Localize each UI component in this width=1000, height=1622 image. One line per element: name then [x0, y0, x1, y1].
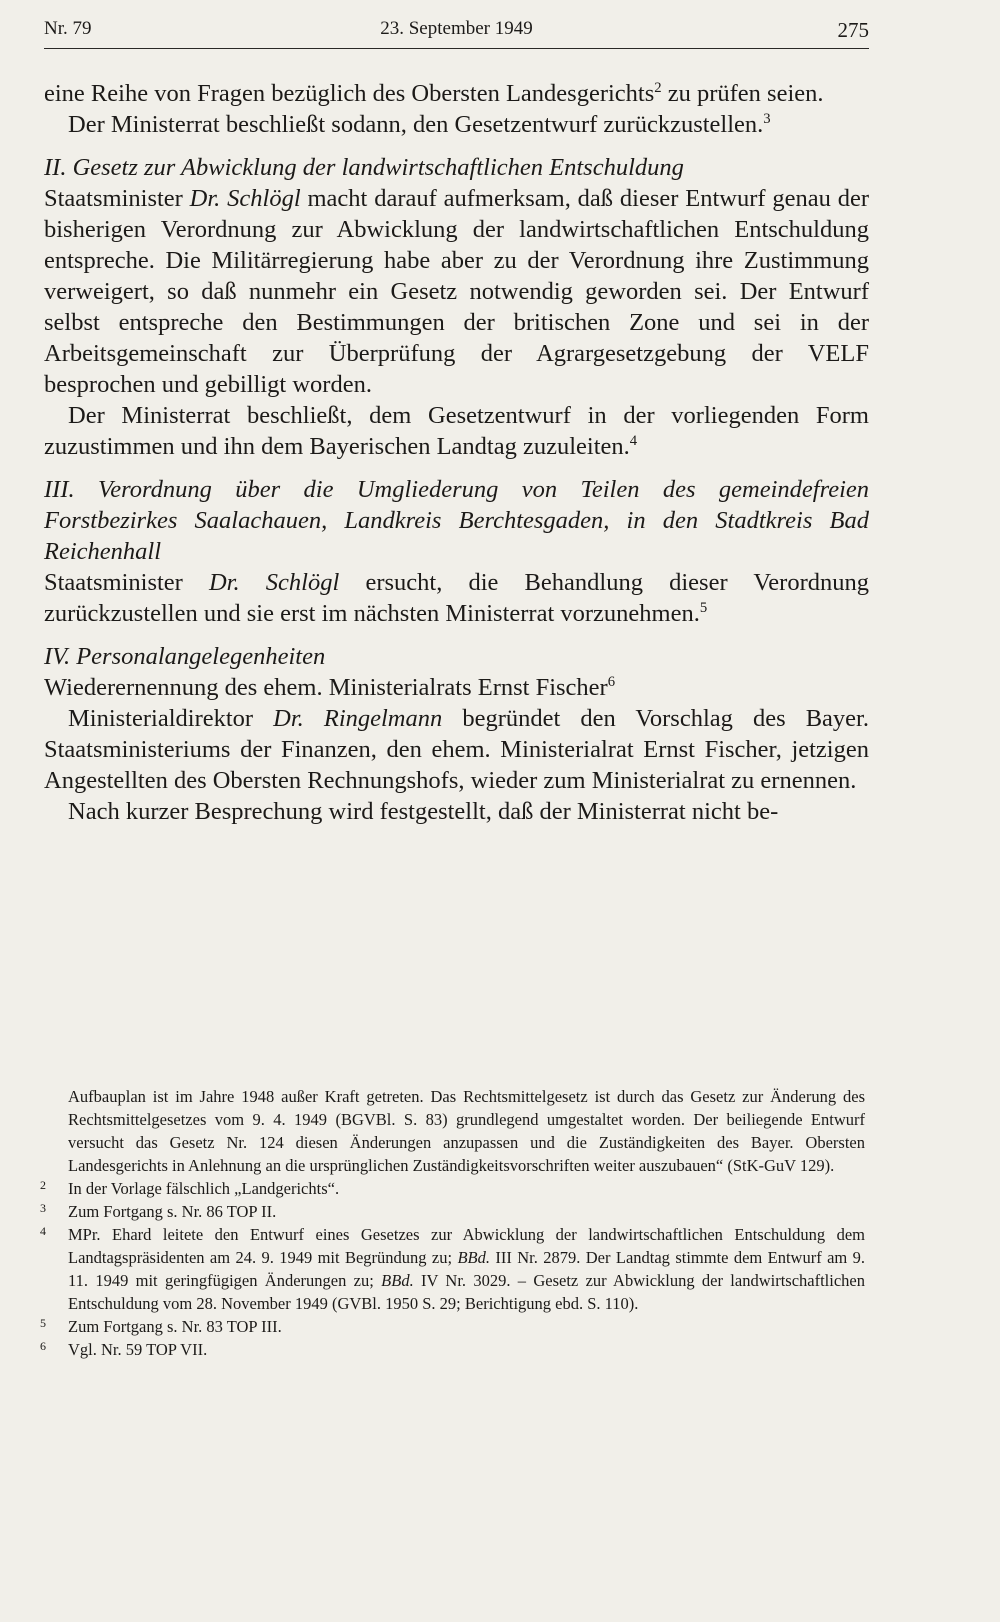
- footnote: 5 Zum Fortgang s. Nr. 83 TOP III.: [68, 1315, 865, 1338]
- footnote-number: 3: [40, 1201, 46, 1215]
- section-heading: IV. Personalangelegenheiten: [44, 643, 326, 670]
- header-date: 23. September 1949: [380, 18, 533, 39]
- main-text: [44, 78, 869, 827]
- footnote: 3 Zum Fortgang s. Nr. 86 TOP II.: [68, 1200, 865, 1223]
- subheading: Wiederernennung des ehem. Ministerialrats Ernst Fischer$^6$: [44, 674, 616, 701]
- issue-number: Nr. 79: [44, 18, 92, 39]
- speaker-name: Dr. Schlögl: [189, 185, 301, 212]
- footnote-ref: 2: [654, 80, 662, 97]
- page-number: 275: [837, 18, 869, 42]
- footnote: 4 MPr. Ehard leitete den Entwurf eines Gesetzes zur Abwicklung der landwirtschaftlichen Entschuldung dem Landtagspräsidenten am 24. 9. 1949 mit Begründung zu; BBd. III Nr. 2879. Der Landtag stimmte dem Entwurf am 9. 11. 1949 mit geringfügigen Änderungen zu; BBd. IV Nr. 3029. – Gesetz zur Abwicklung der landwirtschaftlichen Entschuldung vom 28. November 1949 (GVBl. 1950 S. 29; Berichtigung ebd. S. 110).: [68, 1223, 865, 1315]
- footnote-continuation: Aufbauplan ist im Jahre 1948 außer Kraft getreten. Das Rechtsmittelgesetz ist durch das Gesetz zur Änderung des Rechtsmittelgesetzes vom 9. 4. 1949 (BGVBl. S. 83) grundlegend umgestaltet worden. Der beiliegende Entwurf versucht das Gesetz Nr. 124 diesen Änderungen anzupassen und die Zuständigkeiten des Bayer. Obersten Landesgerichts in Anlehnung an die ursprünglichen Zuständigkeitsvorschriften weiter auszubauen“ (StK-GuV 129).: [68, 1087, 865, 1175]
- speaker-name: Dr. Schlögl: [208, 569, 340, 596]
- footnotes: [40, 1085, 866, 1361]
- paragraph: Nach kurzer Besprechung wird festgestellt, daß der Ministerrat nicht be-: [68, 798, 779, 825]
- footnote-number: 4: [40, 1224, 46, 1238]
- footnote-ref: 6: [607, 674, 616, 691]
- paragraph: Staatsminister Dr. Schlögl ersucht, die Behandlung dieser Verordnung zurückzustellen und sie erst im nächsten Ministerrat vorzunehmen.$^5$: [44, 569, 870, 627]
- paragraph: Ministerialdirektor Dr. Ringelmann begründet den Vorschlag des Bayer. Staatsministeriums der Finanzen, den ehem. Ministerialrat Ernst Fischer, jetzigen Angestellten des Obersten Rechnungshofs, wieder zum Ministerialrat zu ernennen.: [44, 705, 869, 794]
- running-header: [44, 18, 869, 49]
- section-heading: III. Verordnung über die Umgliederung von Teilen des gemeindefreien Forstbezirkes Saalachauen, Landkreis Berchtesgaden, in den Stadtkreis Bad Reichenhall: [44, 476, 869, 565]
- footnote-number: 6: [40, 1339, 46, 1353]
- footnote-ref: 3: [763, 111, 771, 128]
- footnote-ref: 4: [629, 433, 638, 450]
- paragraph: Staatsminister Dr. Schlögl macht darauf aufmerksam, daß dieser Entwurf genau der bisherigen Verordnung zur Abwicklung der landwirtschaftlichen Entschuldung entspreche. Die Militärregierung habe aber zu der Verordnung ihre Zustimmung verweigert, so daß nunmehr ein Gesetz notwendig geworden sei. Der Entwurf selbst entspreche den Bestimmungen der britischen Zone und sei in der Arbeitsgemeinschaft zur Überprüfung der Agrargesetzgebung der VELF besprochen und gebilligt worden.: [44, 185, 869, 398]
- speaker-name: Dr. Ringelmann: [273, 705, 443, 732]
- footnote-ref: 5: [699, 600, 708, 617]
- paragraph: Der Ministerrat beschließt sodann, den Gesetzentwurf zurückzustellen.$^3$: [68, 111, 771, 138]
- footnote-number: 5: [40, 1316, 46, 1330]
- section-heading: II. Gesetz zur Abwicklung der landwirtschaftlichen Entschuldung: [44, 154, 684, 181]
- paragraph: Der Ministerrat beschließt, dem Gesetzentwurf in der vorliegenden Form zuzustimmen und ihn dem Bayerischen Landtag zuzuleiten.$^4$: [44, 402, 869, 460]
- paragraph: eine Reihe von Fragen bezüglich des Obersten Landesgerichts$^2$ zu prüfen seien.: [44, 80, 824, 107]
- footnote-number: 2: [40, 1178, 46, 1192]
- footnote: 6 Vgl. Nr. 59 TOP VII.: [68, 1338, 865, 1361]
- footnote: 2 In der Vorlage fälschlich „Landgerichts“.: [68, 1177, 865, 1200]
